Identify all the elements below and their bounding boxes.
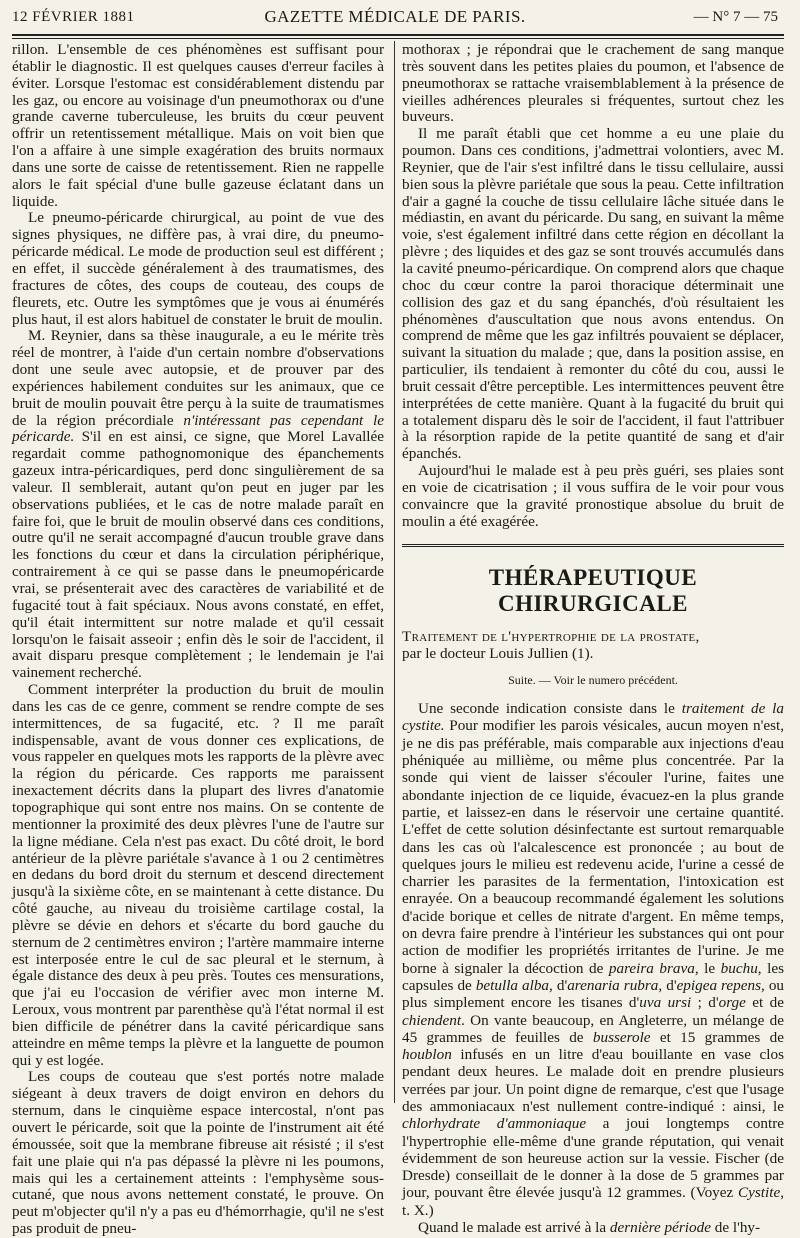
emphasis-text: chiendent [402,1011,462,1029]
text-run: et de [745,994,785,1012]
emphasis-text: n'intéressant pas cependant le péricarde. [12,411,384,446]
paragraph: mothorax ; je répondrai que le crachement de sang manque très souvent dans les petites plaies du poumon, et l'absence de pneumothorax se rattache vraisemblablement à la présence de vieilles adhérences pleurales si fréquentes, surtout chez les buveurs. [402,41,784,126]
emphasis-text: orge [718,994,746,1012]
text-run: infusés en un litre d'eau bouillante en vase clos pendant deux heures. Le malade doit en prendre plusieurs verrées par jour. Un point digne de remarque, c'est que l'usage des ammoniacaux n'est nullement contre-indiqué : ainsi, le [402,1046,784,1115]
continuation-note: Suite. — Voir le numero précédent. [508,673,678,688]
page-header [12,4,778,30]
emphasis-text: dernière période [609,1219,711,1237]
text-run: , ou plus simplement encore les tisanes d' [402,976,784,1012]
issue-date: 12 FÉVRIER 1881 [12,8,135,25]
emphasis-text: betulla alba [475,976,550,994]
left-column [12,42,384,1238]
header-rule-thin [12,38,784,39]
article-author: par le docteur Louis Jullien (1). [402,645,594,663]
emphasis-text: epigea repens [676,976,761,994]
header-rule [12,34,784,36]
text-run: , les capsules de [402,959,784,994]
paragraph [402,700,784,1219]
text-run: , d' [549,976,568,994]
column-divider [394,41,395,1103]
text-run: . On vante beaucoup, en Angleterre, un mélange de 45 grammes de feuilles de [402,1011,784,1046]
emphasis-text: houblon [402,1046,452,1064]
paragraph [12,328,384,682]
issue-page-number: — N° 7 — 75 [693,8,778,25]
text-run: Une seconde indication consiste dans le [418,700,682,718]
article-title: Traitement de l'hypertrophie de la prostate, [402,628,700,646]
section-title: THÉRAPEUTIQUE CHIRURGICALE [488,565,698,617]
text-run: , le [694,959,721,977]
text-run: M. Reynier, dans sa thèse inaugurale, a eu le mérite très réel de montrer, à l'aide d'un certain nombre d'observations dont une seule avec autopsie, et de prouver par des expériences habilement conduites sur les animaux, que ce bruit de moulin pouvait être perçu à la suite de traumatismes de la région précordiale [12,327,384,429]
journal-title: GAZETTE MÉDICALE DE PARIS. [264,7,526,26]
text-run: S'il en est ainsi, ce signe, que Morel Lavallée regardait comme pathognomonique des épanchements gazeux intra-péricardiques, perd donc singulièrement de sa valeur. Il semblerait, autant qu'on peut en juger par les observations publiées, et le cas de notre malade paraît en faire foi, que le bruit de moulin observé dans ces conditions, outre qu'il ne serait accompagné d'aucun trouble grave dans les fonctions du cœur et dans la circulation périphérique, contrairement à ce qui se passe dans le pneumopéricarde vrai, se présenterait avec des caractères de variabilité et de fugacité tout à fait spéciaux. Nous avons constaté, en effet, qu'il était intermittent sur notre malade et qu'il cessait lorsqu'on le faisait asseoir ; enfin dès le soir de l'accident, il avait disparu presque complètement ; le lendemain je l'ai vainement recherché. [12,428,384,682]
paragraph: Le pneumo-péricarde chirurgical, au point de vue des signes physiques, ne diffère pas, à vrai dire, du pneumo-péricarde médical. Le mode de production seul est différent ; en effet, il succède généralement à des traumatismes, des fractures de côtes, des coups de couteau, des coups de fleurets, etc. Outre les symptômes que je vous ai énumérés plus haut, il est alors habituel de constater le bruit de moulin. [12,209,384,328]
paragraph: Aujourd'hui le malade est à peu près guéri, ses plaies sont en voie de cicatrisation ; il vous suffira de le voir pour vous convaincre que la gravité pronostique absolue du bruit de moulin a été exagérée. [402,462,784,530]
text-run: ; d' [691,994,719,1012]
paragraph [402,1219,784,1236]
text-run: , d' [658,976,677,994]
text-run: de l'hy- [710,1219,761,1237]
emphasis-text: Cystite [738,1184,781,1202]
paragraph: Il me paraît établi que cet homme a eu une plaie du poumon. Dans ces conditions, j'admettrai volontiers, avec M. Reynier, que de l'air s'est infiltré dans le tissu cellulaire, aussi bien sous la plèvre pariétale que sous la peau. Cette infiltration d'air a gagné la couche de tissu cellulaire lâche située dans le médiastin, en avant du péricarde. Du sang, en suivant la même voie, s'est également infiltré dans cette région en décollant la plèvre ; des liquides et des gaz se sont trouvés accumulés dans la cavité pneumo-péricardique. On comprend alors que chaque choc du cœur contre la paroi thoracique déterminait une collision des gaz et du sang épanchés, d'où résultaient les phénomènes d'auscultation que nous avons entendus. On comprend de même que les gaz infiltrés pouvaient se déplacer, suivant la situation du malade ; que, dans la position assise, en particulier, ils tendaient à remonter du côté du cou, aussi le bruit cessait d'être perceptible. Les intermittences peuvent être interprétées de cette manière. Quant à la fugacité du bruit qui a totalement disparu dès le soir de l'accident, il faut l'attribuer à la résorption rapide de la petite quantité de sang et d'air épanchés. [402,125,784,463]
emphasis-text: uva ursi [639,994,692,1012]
emphasis-text: traitement de la cystite. [402,700,784,735]
text-run: Pour modifier les parois vésicales, aucun moyen n'est, je ne dis pas préférable, mais comparable aux injections d'eau phéniquée au millième, ou même plus concentrée. Par la sonde qui vient de laisser s'écouler l'urine, faites une abondante injection de ce liquide, évacuez-en la plus grande partie, et laissez-en dans le réservoir une certaine quantité. L'effet de cette solution désinfectante est surtout remarquable dans les cas où l'alcalescence est prononcée ; au bout de quelques jours le milieu est redevenu acide, l'urine a cessé de charrier les parasites de la fermentation, l'intoxication est enrayée. On a beaucoup recommandé également les solutions d'acide borique et celles de nitrate d'argent. En même temps, on devra faire prendre à l'intérieur les substances qui ont pour action de modifier les propriétés irritantes de l'urine. Je me borne à signaler la décoction de [402,717,784,977]
paragraph: Comment interpréter la production du bruit de moulin dans les cas de ce genre, comment se rendre compte de ses intermittences, de sa fugacité, etc. ? Il me paraît indispensable, avant de vous donner ces explications, de vous rappeler en quelques mots les rapports de la plèvre avec la région du péricarde. Ces rapports me paraissent inexactement décrits dans la plupart des livres d'anatomie topographique qui sont entre nos mains. On se contente de mentionner la proximité des deux plèvres l'une de l'autre sur la ligne médiane. Cela n'est pas exact. Du côté droit, le bord antérieur de la plèvre pariétale s'avance à 1 ou 2 centimètres en dedans du bord droit du sternum et descend directement jusqu'à la sixième côte, en se maintenant à cette distance. Du côté gauche, au niveau du troisième cartilage costal, la plèvre se dévie en dehors et s'écarte du bord gauche du sternum de 2 centimètres environ ; l'artère mammaire interne est interposée entre le cul de sac pleural et le sternum, à égale distance des deux à peu près. Toutes ces mensurations, que j'ai eu l'occasion de vérifier avec mon interne M. Leroux, vous montrent par parenthèse qu'à l'état normal il est bien difficile de pénétrer dans la cavité péricardique sans atteindre en même temps la plèvre et la languette de poumon qui y est logée. [12,681,384,1069]
emphasis-text: busserole [592,1028,651,1046]
emphasis-text: pareira brava [608,959,695,977]
emphasis-text: arenaria rubra [567,976,659,994]
text-run: a joui longtemps contre l'hypertrophie elle-même d'une grande réputation, qui venait évidemment de son heureuse action sur la vessie. Fischer (de Dresde) conseillait de le donner à la dose de 5 grammes par jour, pouvant être élevée jusqu'à 12 grammes. (Voyez [402,1115,784,1202]
section-separator [402,544,784,547]
paragraph: rillon. L'ensemble de ces phénomènes est suffisant pour établir le diagnostic. Il est quelques causes d'erreur faciles à éviter. Lorsque l'estomac est considérablement distendu par les gaz, ou encore au voisinage d'un pneumothorax ou d'une grande caverne tuberculeuse, les bruits du cœur peuvent offrir un retentissement métallique. Mais on voit bien que l'on a affaire à une simple exagération des bruits normaux dans une sorte de caisse de retentissement. Rien ne rappelle alors le fait spécial d'une bulle gazeuse éclatant dans un liquide. [12,41,384,210]
paragraph: Les coups de couteau que s'est portés notre malade siégeant à deux travers de doigt environ en dehors du sternum, dans le cinquième espace intercostal, n'ont pas ouvert le péricarde, soit que la pointe de l'instrument ait été émoussée, soit que la membrane fibreuse ait résisté ; il s'est fait une plaie qui n'a pas dépassé la plèvre ni les poumons, mais qui les a certainement atteints : l'emphysème sous-cutané, que nous avons nettement constaté, le prouve. On peut m'objecter qu'il n'y a pas eu d'hémorrhagie, qu'il ne s'est pas produit de pneu- [12,1068,384,1238]
right-column [402,42,784,1236]
text-run: Quand le malade est arrivé à la [418,1219,610,1237]
emphasis-text: chlorhydrate d'ammoniaque [402,1115,587,1133]
text-run: , t. X.) [402,1184,784,1219]
text-run: et 15 grammes de [650,1028,784,1046]
emphasis-text: buchu [720,959,758,977]
